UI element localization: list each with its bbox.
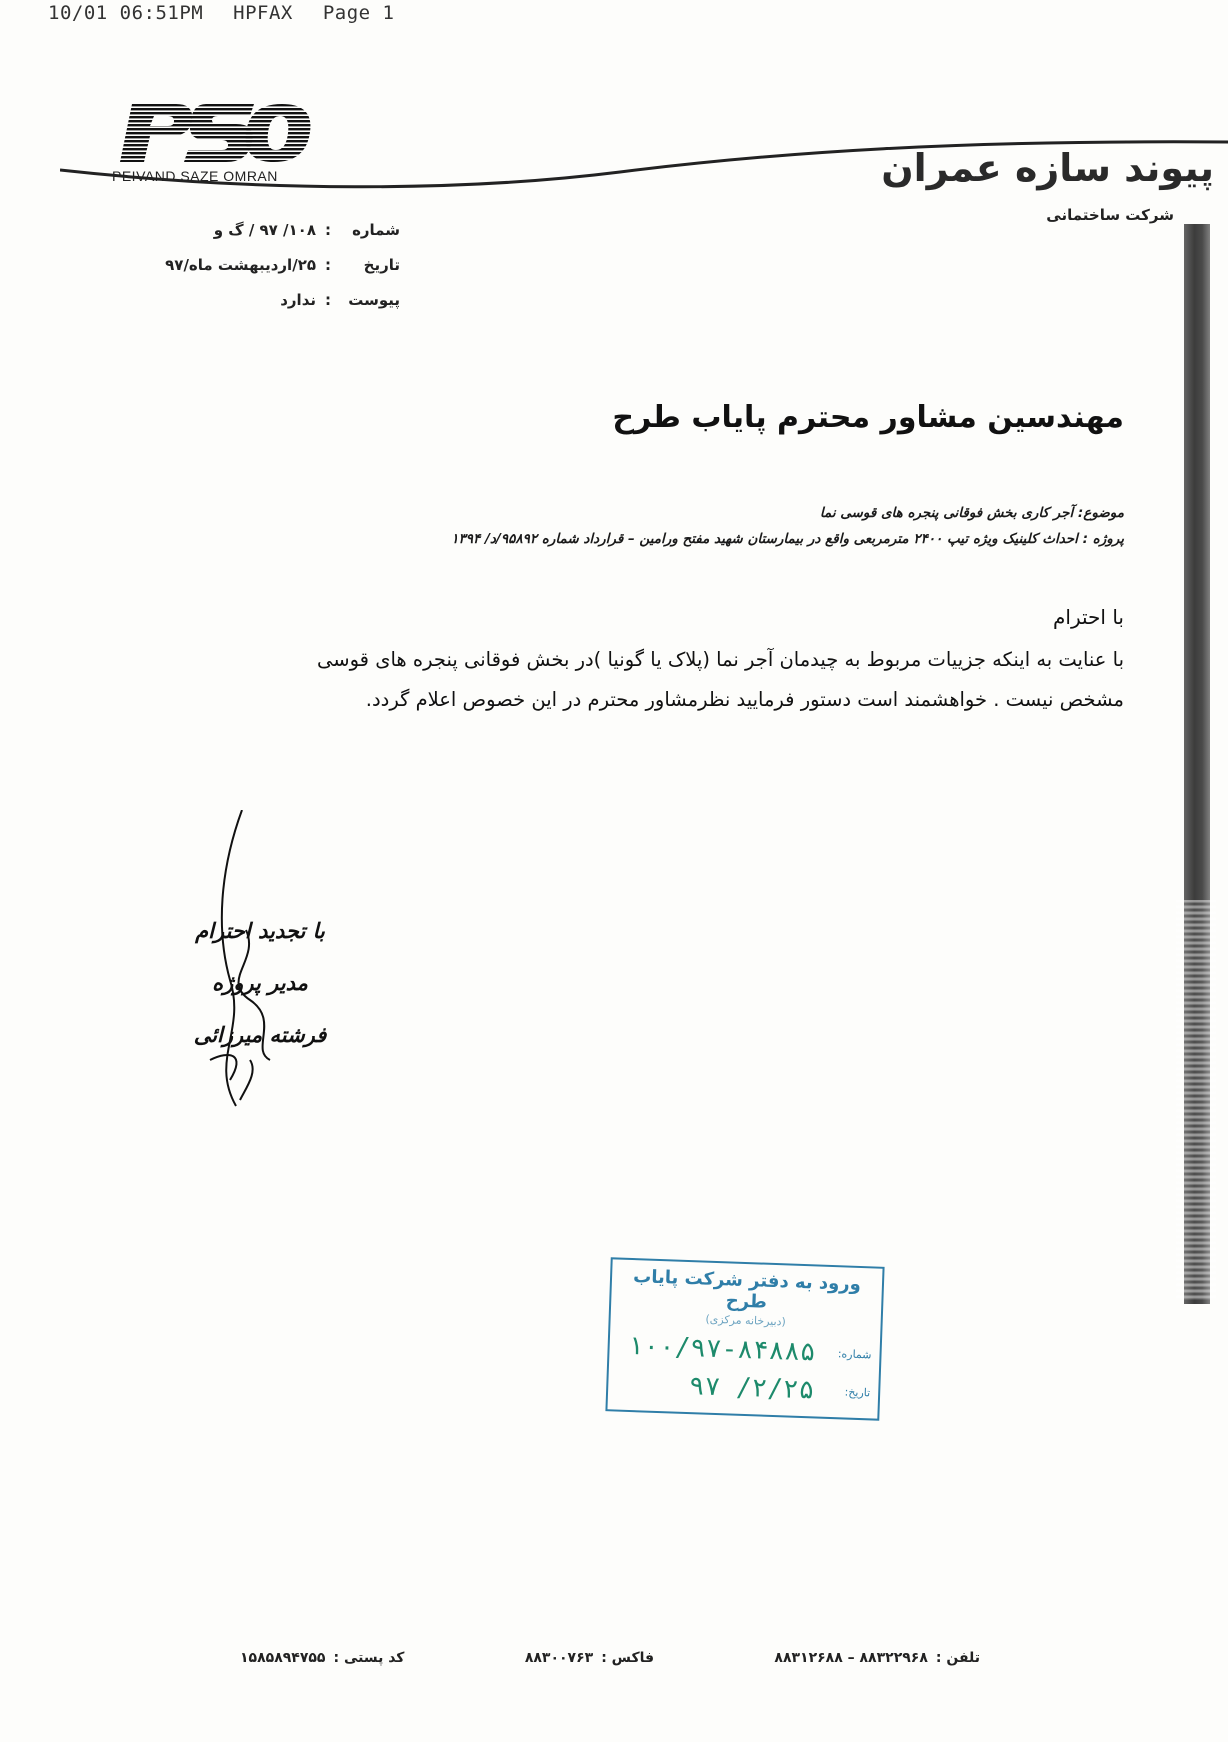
company-type-fa: شرکت ساختمانی — [1046, 206, 1174, 224]
phone-label: تلفن : — [935, 1650, 980, 1666]
fax-label: فاکس : — [601, 1650, 655, 1666]
number-separator: : — [325, 220, 331, 239]
stamp-date-label: تاریخ: — [844, 1385, 871, 1399]
date-value: ۲۵/اردیبهشت ماه/۹۷ — [165, 255, 316, 274]
attachment-separator: : — [325, 290, 331, 309]
company-name-en: PEIVAND SAZE OMRAN — [112, 168, 278, 184]
fax-source: HPFAX — [233, 2, 293, 24]
letter-footer — [240, 1650, 980, 1666]
addressee: مهندسین مشاور محترم پایاب طرح — [612, 400, 1124, 435]
receipt-stamp — [605, 1257, 884, 1420]
body-line-2: مشخص نیست . خواهشمند است دستور فرمایید نظرمشاور محترم در این خصوص اعلام گردد. — [365, 688, 1124, 711]
phone-value: ۸۸۳۲۲۹۶۸ – ۸۸۳۱۲۶۸۸ — [774, 1650, 928, 1666]
footer-phone — [774, 1650, 980, 1666]
meta-date-row — [150, 247, 400, 282]
subject-block — [451, 500, 1124, 552]
greeting: با احترام — [1053, 605, 1124, 629]
footer-fax — [525, 1650, 654, 1666]
closing-regards: با تجدید احترام — [195, 919, 325, 943]
signer-title: مدیر پروژه — [212, 971, 308, 995]
date-label: تاریخ — [363, 255, 400, 274]
scanner-edge-noise — [1176, 900, 1216, 1300]
stamp-number-value: ۱۰۰/۹۷-۸۴۸۸۵ — [627, 1330, 817, 1368]
footer-postal — [240, 1650, 404, 1666]
fax-header — [48, 2, 412, 24]
number-label: شماره — [352, 220, 400, 239]
stamp-number-label: شماره: — [837, 1346, 872, 1361]
meta-attachment-row — [150, 282, 400, 317]
attachment-value: ندارد — [280, 290, 316, 309]
meta-number-row — [150, 212, 400, 247]
letter-meta — [150, 212, 400, 317]
signer-name: فرشته میرزائی — [193, 1023, 327, 1047]
stamp-title: ورود به دفتر شرکت پایاب طرح — [632, 1266, 862, 1313]
postal-value: ۱۵۸۵۸۹۴۷۵۵ — [240, 1650, 326, 1666]
letter-body — [104, 640, 1124, 720]
closing-block — [170, 905, 350, 1061]
project-line: پروژه : احداث کلینیک ویژه تیپ ۲۴۰۰ مترمربعی واقع در بیمارستان شهید مفتح ورامین – قرارداد شماره ۹۵۸۹۲/د/ ۱۳۹۴ — [451, 531, 1124, 547]
stamp-date-row — [608, 1368, 879, 1407]
body-line-1: با عنایت به اینکه جزییات مربوط به چیدمان آجر نما (پلاک یا گونیا )در بخش فوقانی پنجره های قوسی — [317, 648, 1124, 671]
pso-logo — [114, 100, 314, 170]
attachment-label: پیوست — [348, 290, 400, 309]
stamp-date-value: ۹۷ /۲/۲۵ — [688, 1371, 815, 1406]
date-separator: : — [325, 255, 331, 274]
fax-page-number: Page 1 — [322, 2, 395, 24]
subject-line: موضوع: آجر کاری بخش فوقانی پنجره های قوسی نما — [819, 505, 1124, 521]
company-name-fa-logo: پیوند سازه عمران — [881, 146, 1214, 190]
postal-label: کد پستی : — [333, 1650, 405, 1666]
stamp-number-row — [609, 1330, 880, 1369]
stamp-subtitle: (دبیرخانه مرکزی) — [705, 1312, 787, 1329]
fax-value: ۸۸۳۰۰۷۶۳ — [524, 1650, 594, 1666]
number-value: ۱۰۸/ ۹۷ / گ و — [213, 220, 316, 239]
fax-datetime: 10/01 06:51PM — [48, 2, 204, 24]
